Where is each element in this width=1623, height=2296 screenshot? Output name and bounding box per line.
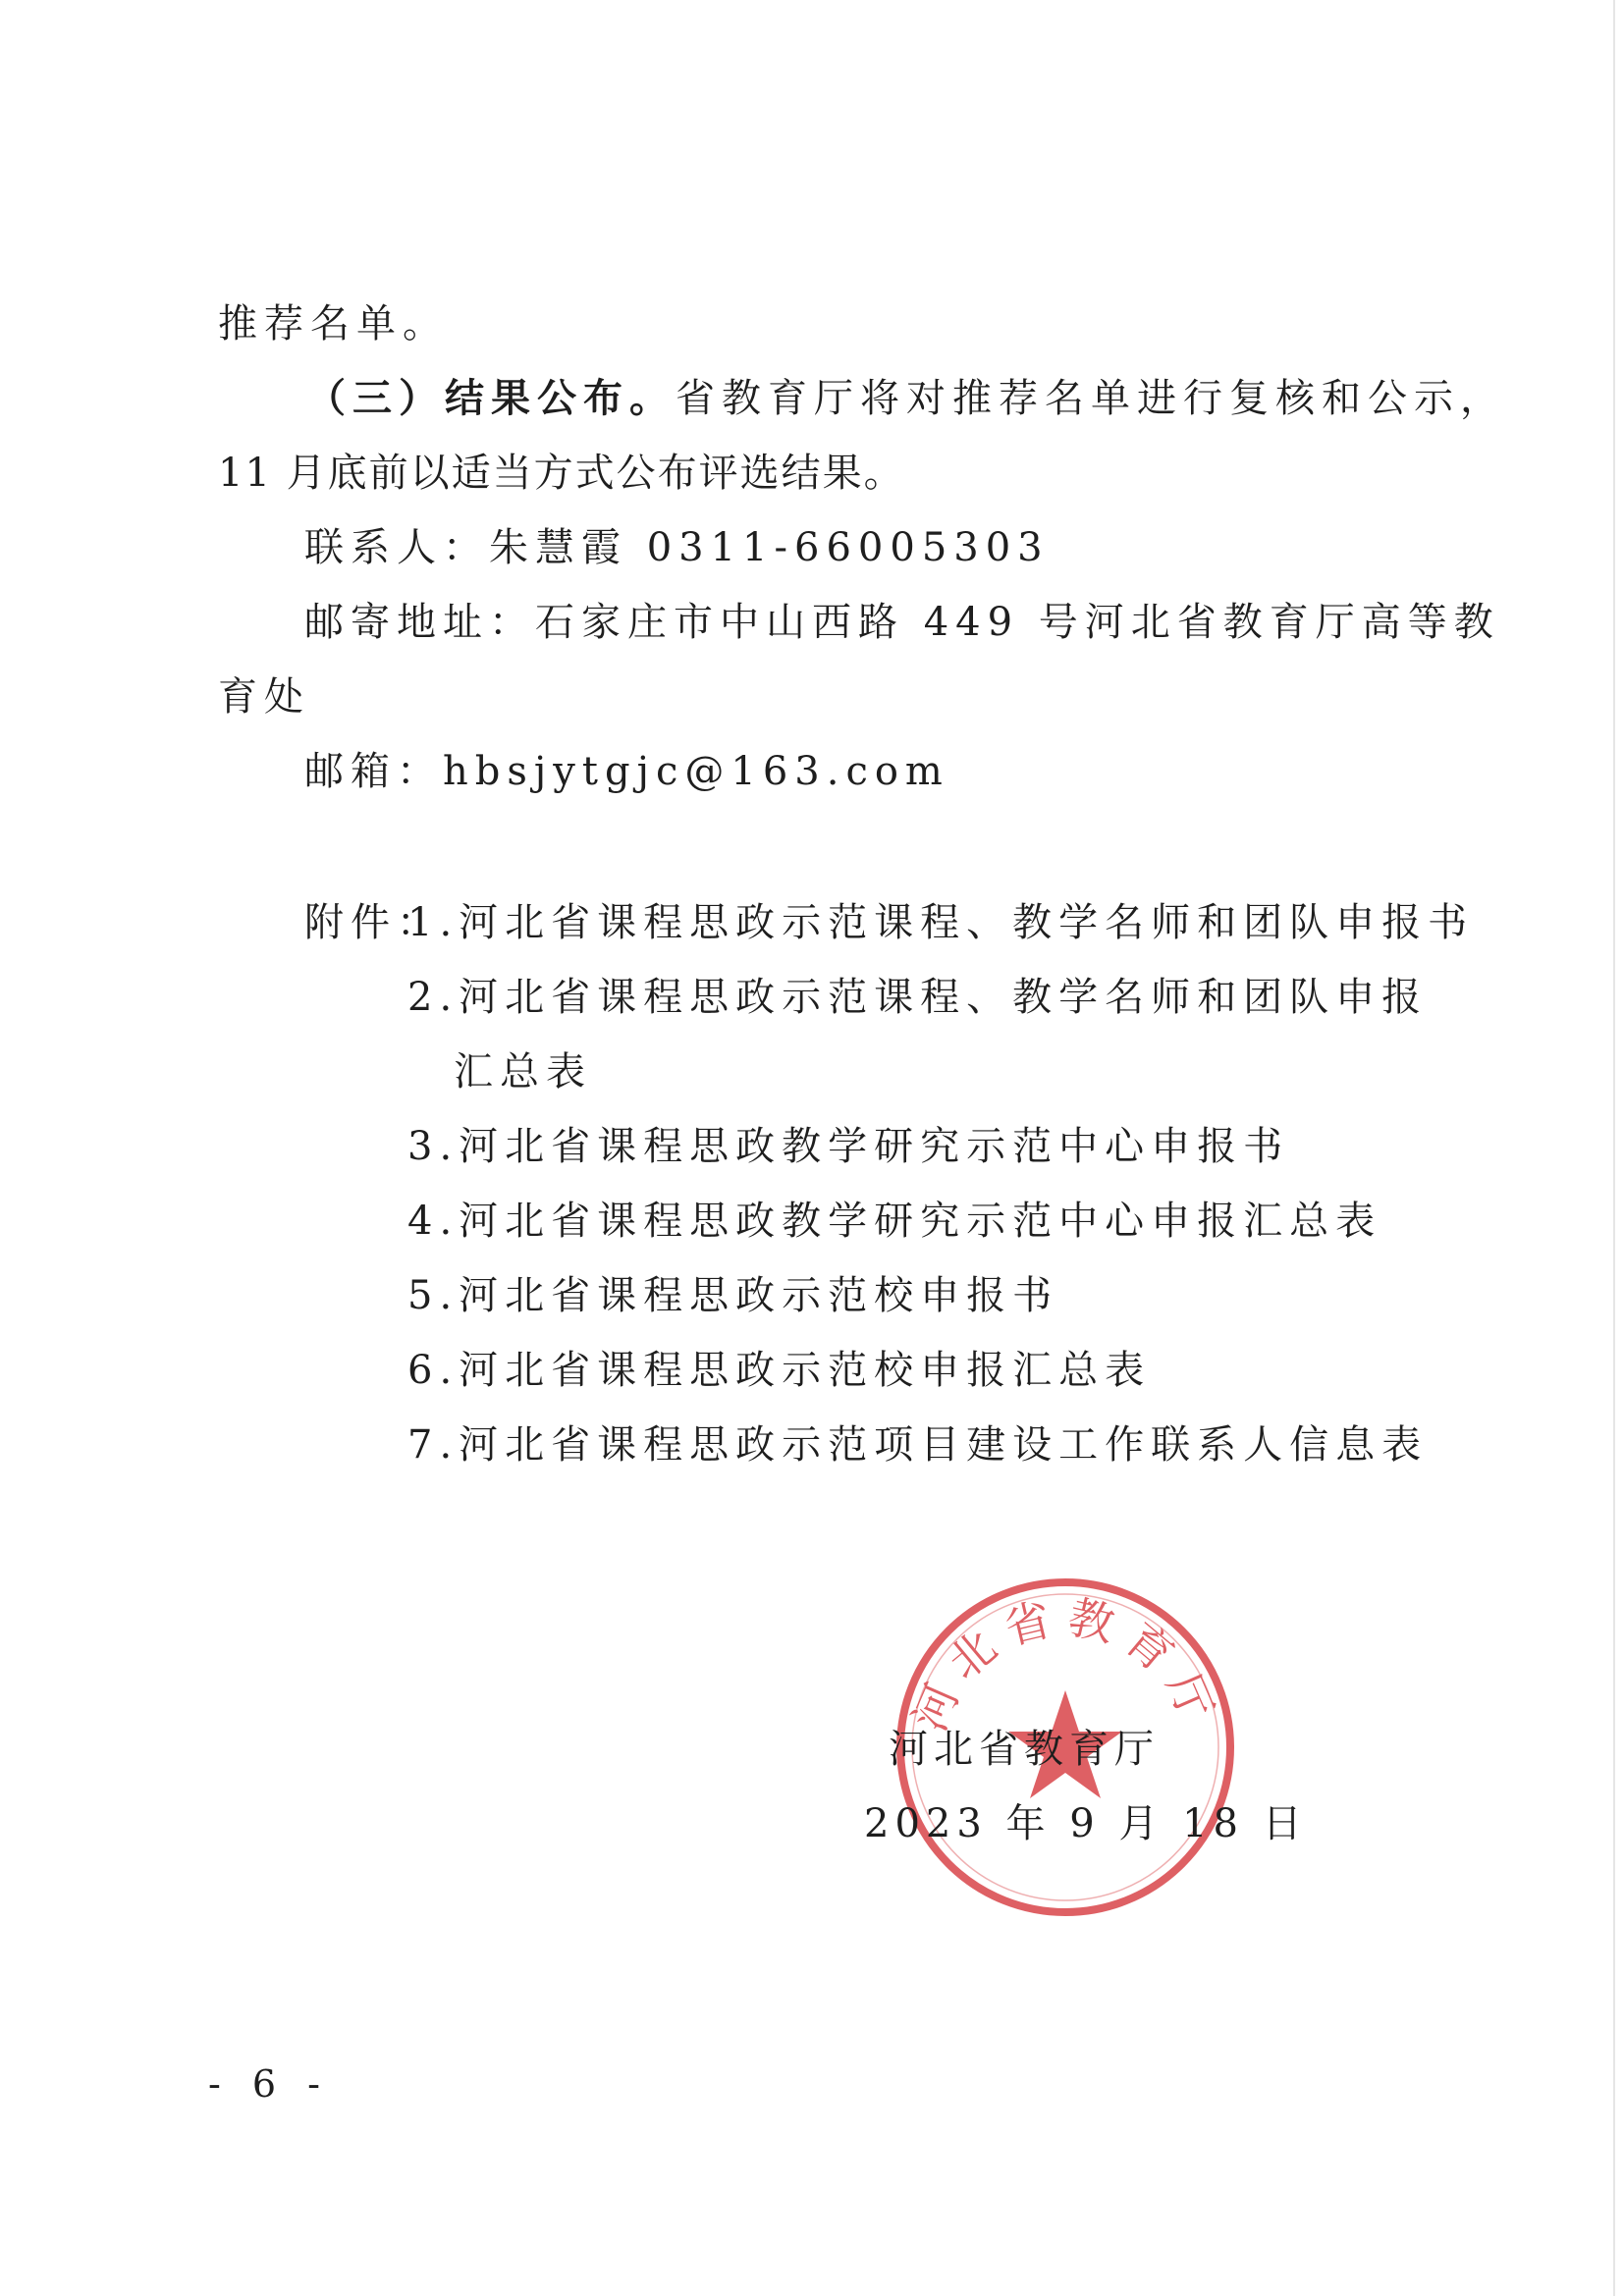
- attachment-item: 5.河北省课程思政示范校申报书: [407, 1273, 1059, 1318]
- results-paragraph-line-2: 11 月底前以适当方式公布评选结果。: [218, 451, 905, 496]
- attachment-item: 4.河北省课程思政教学研究示范中心申报汇总表: [407, 1199, 1382, 1244]
- attachments-label: 附件：: [304, 900, 443, 945]
- signature-date: 2023 年 9 月 18 日: [864, 1801, 1308, 1846]
- results-heading: （三）结果公布。: [306, 376, 676, 421]
- signature-org: 河北省教育厅: [889, 1727, 1160, 1772]
- attachment-item: 3.河北省课程思政教学研究示范中心申报书: [407, 1124, 1290, 1169]
- attachment-item: 1.河北省课程思政示范课程、教学名师和团队申报书: [407, 900, 1475, 945]
- attachment-item: 6.河北省课程思政示范校申报汇总表: [407, 1348, 1152, 1393]
- attachment-item: 2.河北省课程思政示范课程、教学名师和团队申报: [407, 975, 1429, 1020]
- recommend-tail-line: 推荐名单。: [218, 301, 449, 347]
- address-line-1: 邮寄地址：石家庄市中山西路 449 号河北省教育厅高等教: [304, 600, 1500, 645]
- attachment-item: 7.河北省课程思政示范项目建设工作联系人信息表: [407, 1422, 1429, 1468]
- seal-text: 河北省教育厅: [902, 1589, 1228, 1739]
- page-number: - 6 -: [208, 2062, 331, 2106]
- attachment-item-continuation: 汇总表: [454, 1049, 592, 1095]
- page-edge: [1613, 0, 1615, 2296]
- email-line: 邮箱：hbsjytgjc@163.com: [304, 749, 949, 794]
- results-body-part-1: 省教育厅将对推荐名单进行复核和公示，: [676, 376, 1506, 421]
- results-paragraph-line-1: [306, 373, 1506, 424]
- contact-line: 联系人：朱慧霞 0311-66005303: [304, 525, 1050, 570]
- address-line-2: 育处: [218, 674, 310, 720]
